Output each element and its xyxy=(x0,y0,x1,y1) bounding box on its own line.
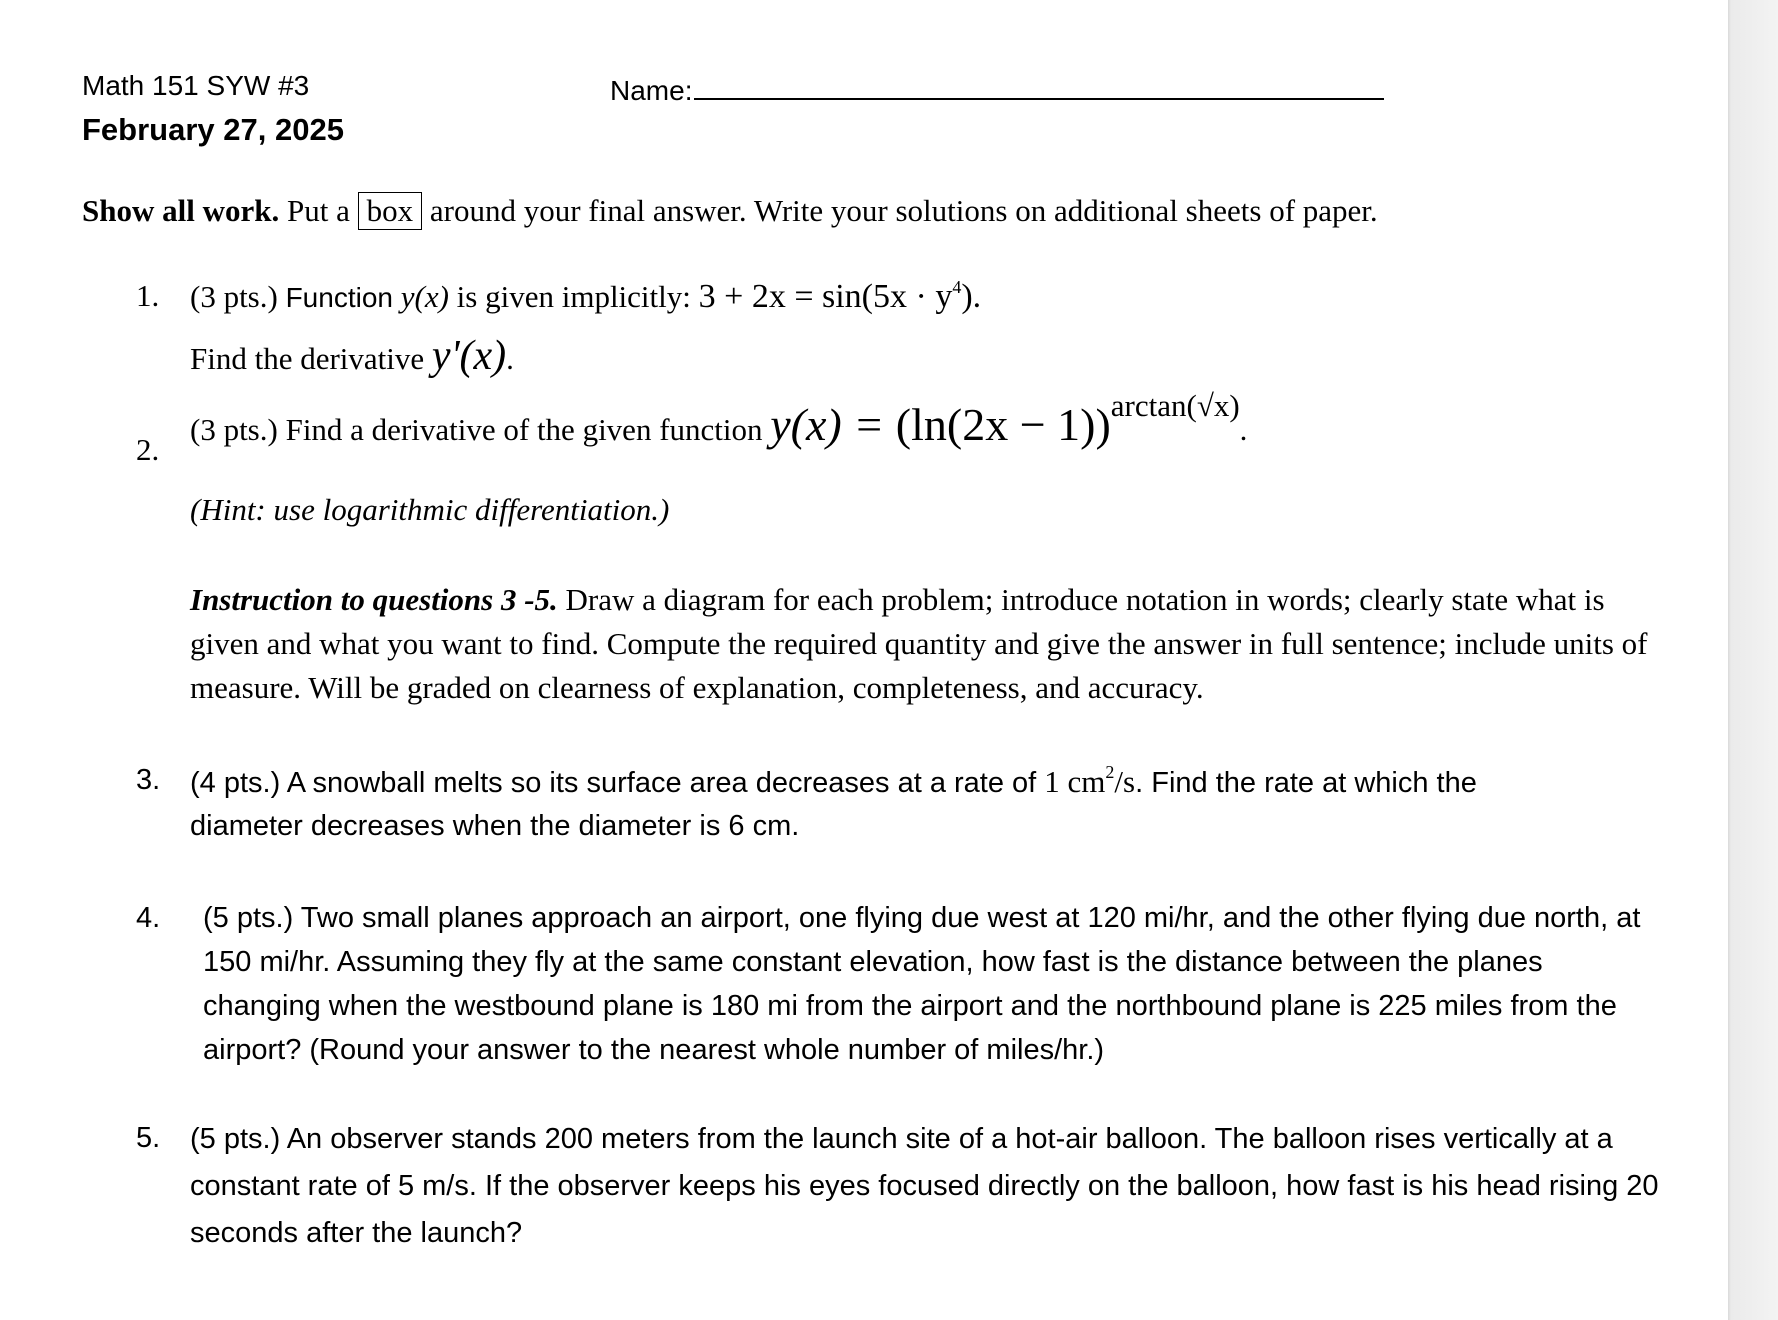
q1-implicit-text: is given implicitly: xyxy=(448,279,699,314)
q1-line2 xyxy=(190,332,514,380)
instruction-body: Draw a diagram for each problem; introduce notation in words; clearly state what is given and what you want to find. Compute the required quantity and give the answer in full sentence; include units of measure. Will be graded on clearness of explanation, completeness, and accuracy. xyxy=(190,582,1648,705)
q1-find-derivative: Find the derivative xyxy=(190,341,432,376)
q2-function-exponent: arctan(√x) xyxy=(1110,388,1240,423)
q1-function-word: Function xyxy=(285,282,401,313)
q1-period: . xyxy=(506,341,514,376)
q3-rate-unit: /s xyxy=(1114,764,1136,799)
q3-number: 3. xyxy=(136,764,161,796)
q1-yx: y(x) xyxy=(400,279,449,314)
q2-number: 2. xyxy=(136,432,160,467)
q1-equation-main: 3 + 2x = sin(5x · y xyxy=(698,278,953,315)
q3-text-b: . Find the rate at which the xyxy=(1135,767,1477,799)
name-label: Name: xyxy=(610,75,693,106)
q2-hint: (Hint: use logarithmic differentiation.) xyxy=(190,492,670,527)
instruction-block xyxy=(190,578,1650,710)
course-title: Math 151 SYW #3 xyxy=(82,70,310,101)
q3-rate-exponent: 2 xyxy=(1105,762,1115,782)
q1-number: 1. xyxy=(136,278,160,313)
general-instructions xyxy=(82,192,1378,230)
instruction-lead: Instruction to questions 3 -5. xyxy=(190,582,558,617)
instructions-rest: around your final answer. Write your solutions on additional sheets of paper. xyxy=(422,193,1378,228)
q3-line2: diameter decreases when the diameter is 6 cm. xyxy=(190,810,800,842)
q1-line1 xyxy=(190,278,981,316)
q4-number: 4. xyxy=(136,902,161,934)
page-right-margin xyxy=(1728,0,1778,1320)
q2-function-base: (ln(2x − 1)) xyxy=(895,399,1111,450)
q5-number: 5. xyxy=(136,1122,161,1154)
q1-points: (3 pts.) xyxy=(190,279,286,314)
q5-text: (5 pts.) An observer stands 200 meters from the launch site of a hot-air balloon. The balloon rises vertically at a constant rate of 5 m/s. If the observer keeps his eyes focused directly on the balloon, how fast is his head rising 20 seconds after the launch? xyxy=(190,1123,1659,1249)
q4-text: (5 pts.) Two small planes approach an airport, one flying due west at 120 mi/hr, and the other flying due north, at 150 mi/hr. Assuming they fly at the same constant elevation, how fast is the distance between the planes changing when the westbound plane is 180 mi from the airport and the northbound plane is 225 miles from the airport? (Round your answer to the nearest whole number of miles/hr.) xyxy=(203,902,1641,1066)
put-a-text: Put a xyxy=(279,193,350,228)
q2-text: (3 pts.) Find a derivative of the given function xyxy=(190,412,771,447)
exam-date: February 27, 2025 xyxy=(82,112,344,147)
q3-text-a: (4 pts.) A snowball melts so its surface area decreases at a rate of xyxy=(190,767,1045,799)
show-all-work: Show all work. xyxy=(82,193,280,228)
name-field xyxy=(610,70,1384,107)
q1-derivative: y'(x) xyxy=(431,333,507,379)
q2-line1 xyxy=(190,388,1248,451)
q3-rate xyxy=(1044,764,1135,799)
q2-period: . xyxy=(1239,412,1248,447)
q3-line1 xyxy=(190,764,1477,800)
q1-equation-exponent: 4 xyxy=(952,277,962,297)
q1-equation-end: ). xyxy=(961,278,982,315)
q1-equation xyxy=(699,278,982,315)
q2-function-lhs: y(x) = xyxy=(770,399,896,450)
q3-rate-value: 1 cm xyxy=(1044,764,1106,799)
name-blank-line xyxy=(694,70,1384,100)
boxed-word: box xyxy=(358,192,423,230)
